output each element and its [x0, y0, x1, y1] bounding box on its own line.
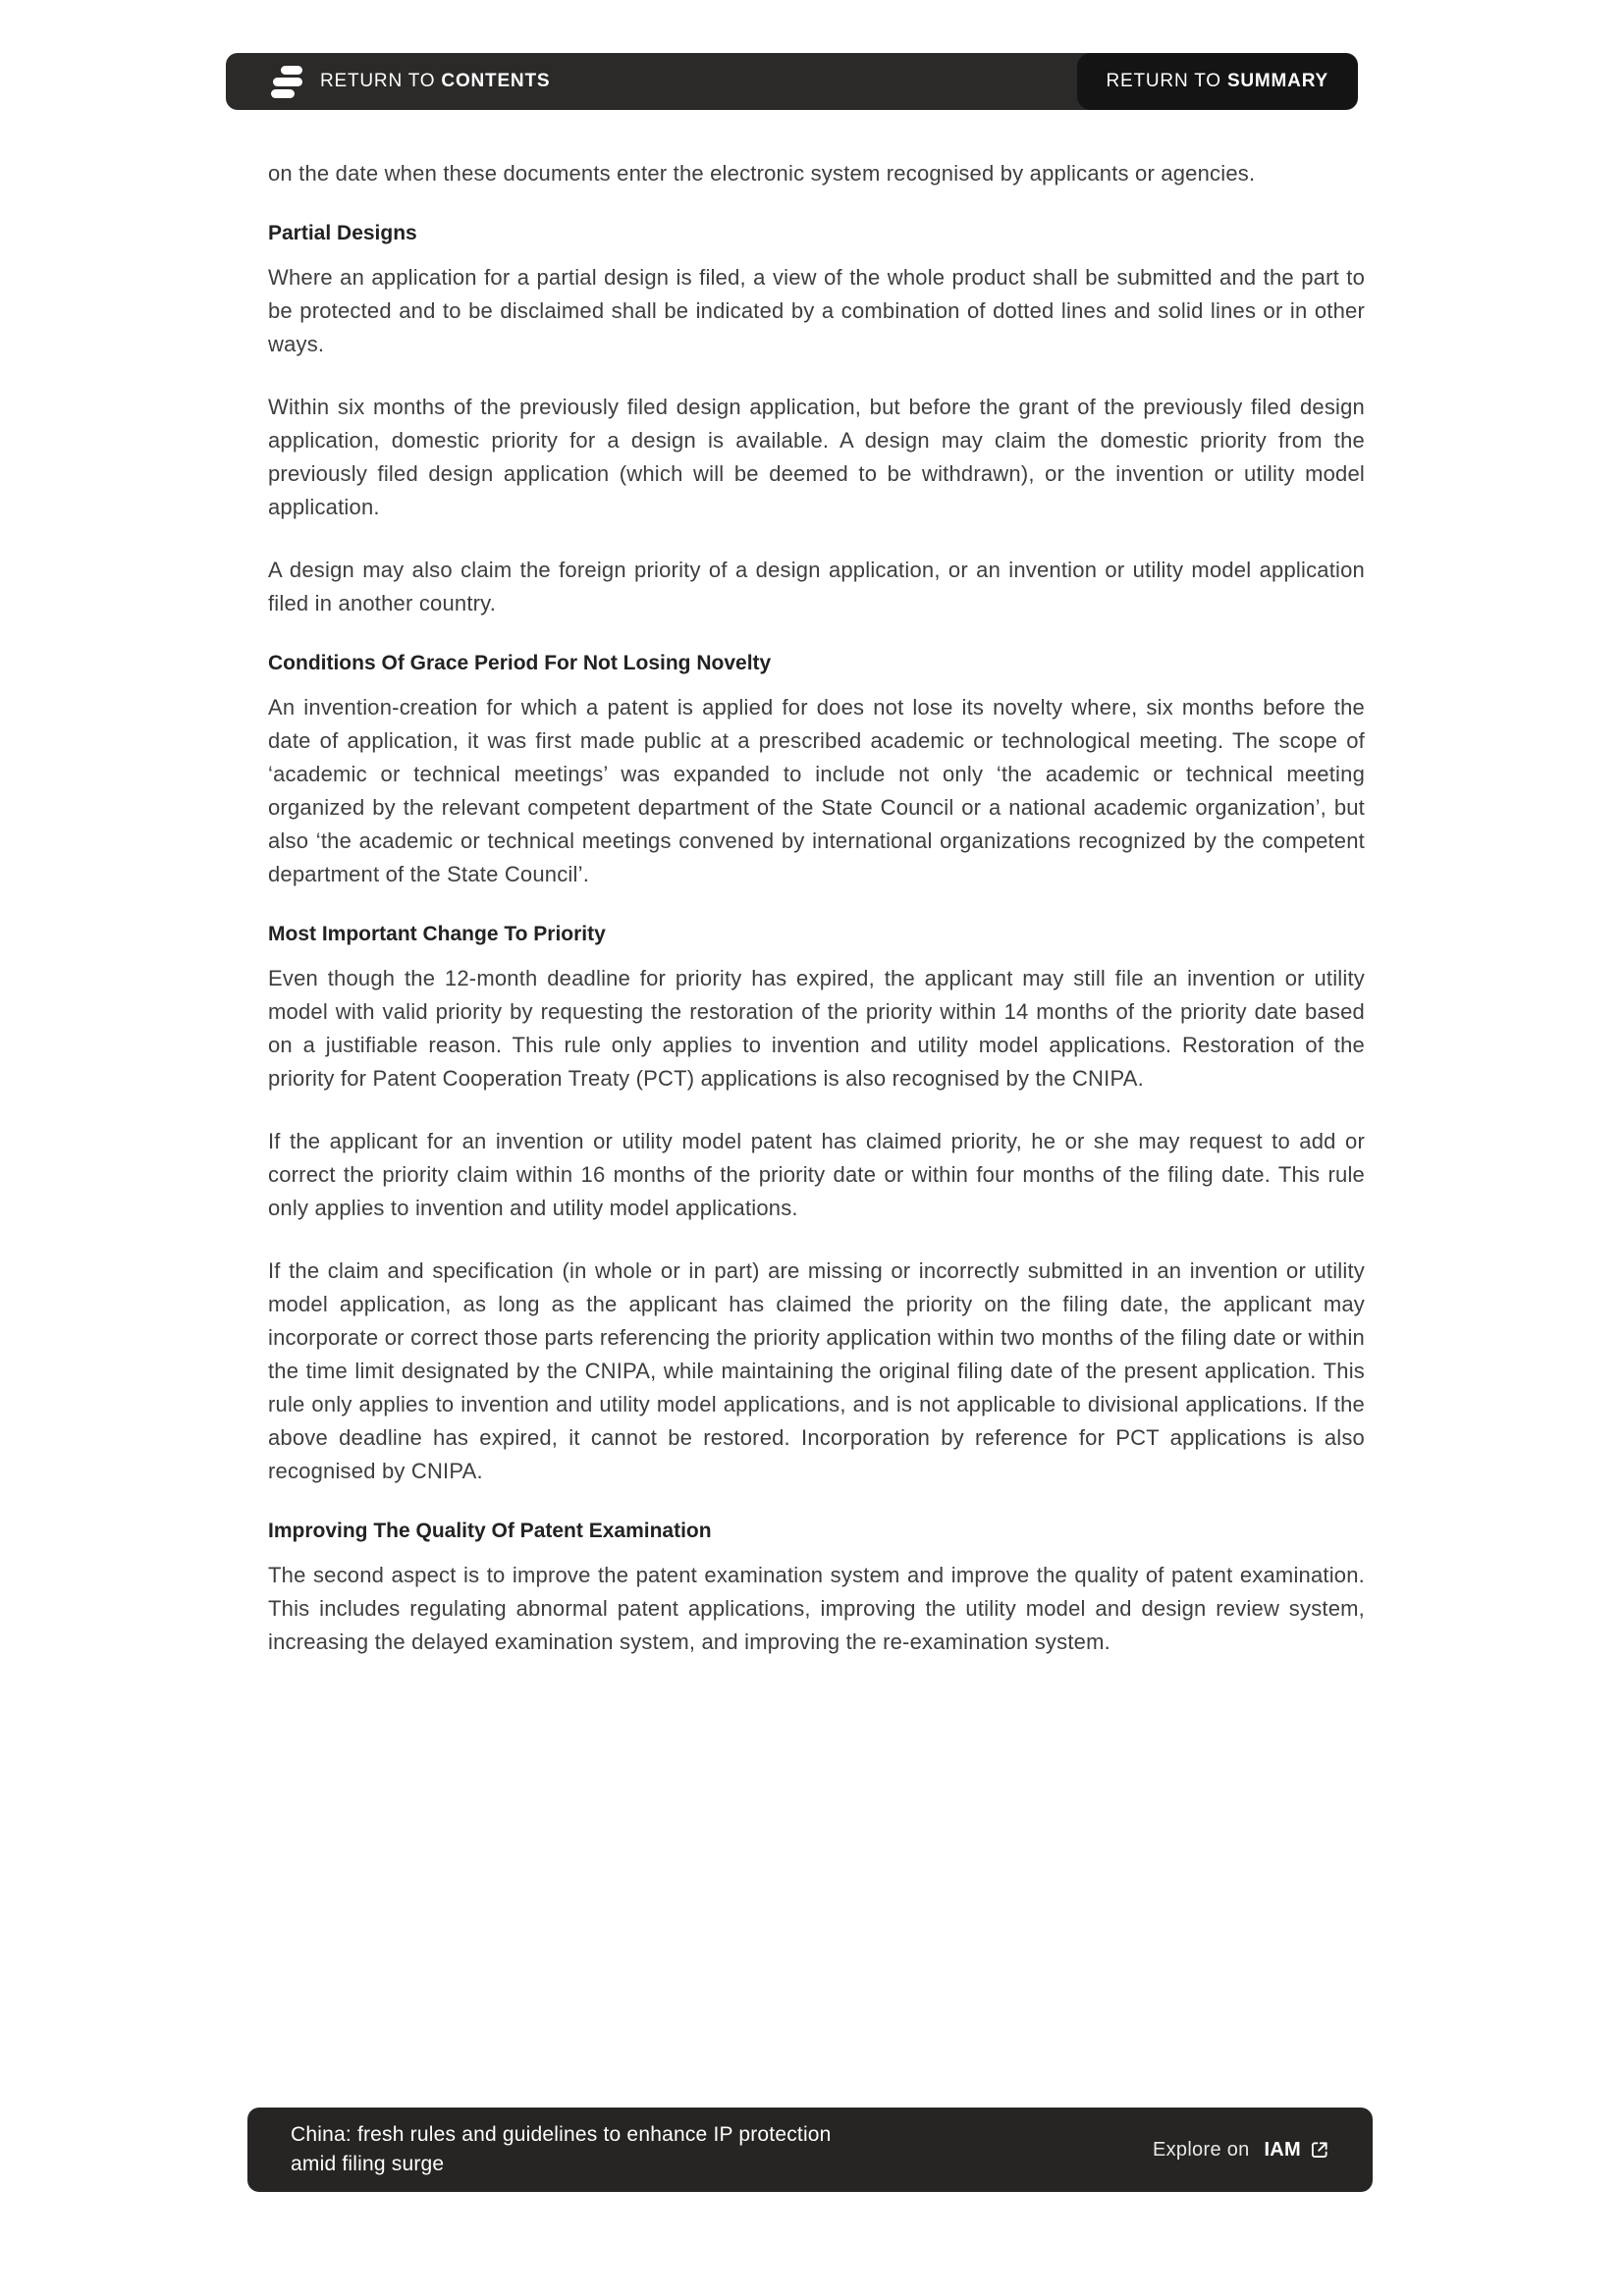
body-paragraph: If the claim and specification (in whole or in part) are missing or incorrectly submitted in an invention or utility model application, as long as the applicant has claimed the priority on the filing date, the applicant may incorporate or correct those parts referencing the priority application within two months of the filing date or within the time limit designated by the CNIPA, while maintaining the original filing date of the present application. This rule only applies to invention and utility model applications, and is not applicable to divisional applications. If the above deadline has expired, it cannot be restored. Incorporation by reference for PCT applications is also recognised by CNIPA. [268, 1258, 1365, 1483]
section-heading-priority-change: Most Important Change To Priority [268, 923, 606, 945]
section-heading-grace-period: Conditions Of Grace Period For Not Losing Novelty [268, 652, 772, 674]
return-to-summary-bold: SUMMARY [1226, 71, 1328, 91]
explore-on-label: Explore on [1152, 2138, 1256, 2161]
return-to-summary-button[interactable] [1077, 53, 1358, 110]
body-paragraph: Where an application for a partial design is filed, a view of the whole product shall be submitted and the part to be protected and to be disclaimed shall be indicated by a combination of dotted lines and solid lines or in other ways. [268, 265, 1365, 356]
header-bar [226, 53, 1358, 110]
section-heading-examination-quality: Improving The Quality Of Patent Examination [268, 1520, 712, 1542]
external-link-icon [1310, 2140, 1329, 2160]
menu-icon-bar [273, 78, 302, 86]
article-body [268, 157, 1365, 1688]
body-paragraph: Within six months of the previously filed design application, but before the grant of the previously filed design application, domestic priority for a design is available. A design may claim the domestic priority from the previously filed design application (which will be deemed to be withdrawn), or the invention or utility model application. [268, 395, 1365, 519]
footer-title [291, 2120, 832, 2179]
section-heading-partial-designs: Partial Designs [268, 222, 417, 244]
return-to-contents-prefix: RETURN TO [320, 71, 442, 91]
body-paragraph: The second aspect is to improve the patent examination system and improve the quality of patent examination. This includes regulating abnormal patent applications, improving the utility model and design review system, increasing the delayed examination system, and improving the re-examination system. [268, 1563, 1365, 1654]
return-to-contents-link[interactable] [226, 66, 550, 98]
return-to-summary-label [1107, 71, 1328, 92]
body-paragraph: An invention-creation for which a patent is applied for does not lose its novelty where, six months before the date of application, it was first made public at a prescribed academic or technological meeting. The scope of ‘academic or technical meetings’ was expanded to include not only ‘the academic or technical meeting organized by the relevant competent department of the State Council or a national academic organization’, but also ‘the academic or technical meetings convened by international organizations recognized by the competent department of the State Council’. [268, 695, 1365, 886]
menu-icon-bar [281, 66, 302, 75]
menu-icon-bar [271, 89, 295, 98]
footer-title-line1: China: fresh rules and guidelines to enhance IP protection [291, 2123, 832, 2146]
contents-menu-icon [271, 66, 304, 98]
body-paragraph: A design may also claim the foreign priority of a design application, or an invention or utility model application filed in another country. [268, 558, 1365, 615]
footer-bar [247, 2108, 1373, 2192]
body-paragraph: Even though the 12-month deadline for priority has expired, the applicant may still file an invention or utility model with valid priority by requesting the restoration of the priority within 14 months of the priority date based on a justifiable reason. This rule only applies to invention and utility model applications. Restoration of the priority for Patent Cooperation Treaty (PCT) applications is also recognised by the CNIPA. [268, 966, 1365, 1091]
return-to-contents-bold: CONTENTS [441, 71, 551, 91]
iam-brand-label: IAM [1264, 2138, 1301, 2161]
body-paragraph: on the date when these documents enter the electronic system recognised by applicants or agencies. [268, 161, 1256, 186]
return-to-contents-label [320, 71, 550, 92]
return-to-summary-prefix: RETURN TO [1106, 71, 1227, 91]
explore-on-iam-link[interactable] [1153, 2139, 1329, 2162]
footer-title-line2: amid filing surge [291, 2153, 445, 2175]
body-paragraph: If the applicant for an invention or utility model patent has claimed priority, he or she may request to add or correct the priority claim within 16 months of the priority date or within four months of the filing date. This rule only applies to invention and utility model applications. [268, 1129, 1365, 1220]
